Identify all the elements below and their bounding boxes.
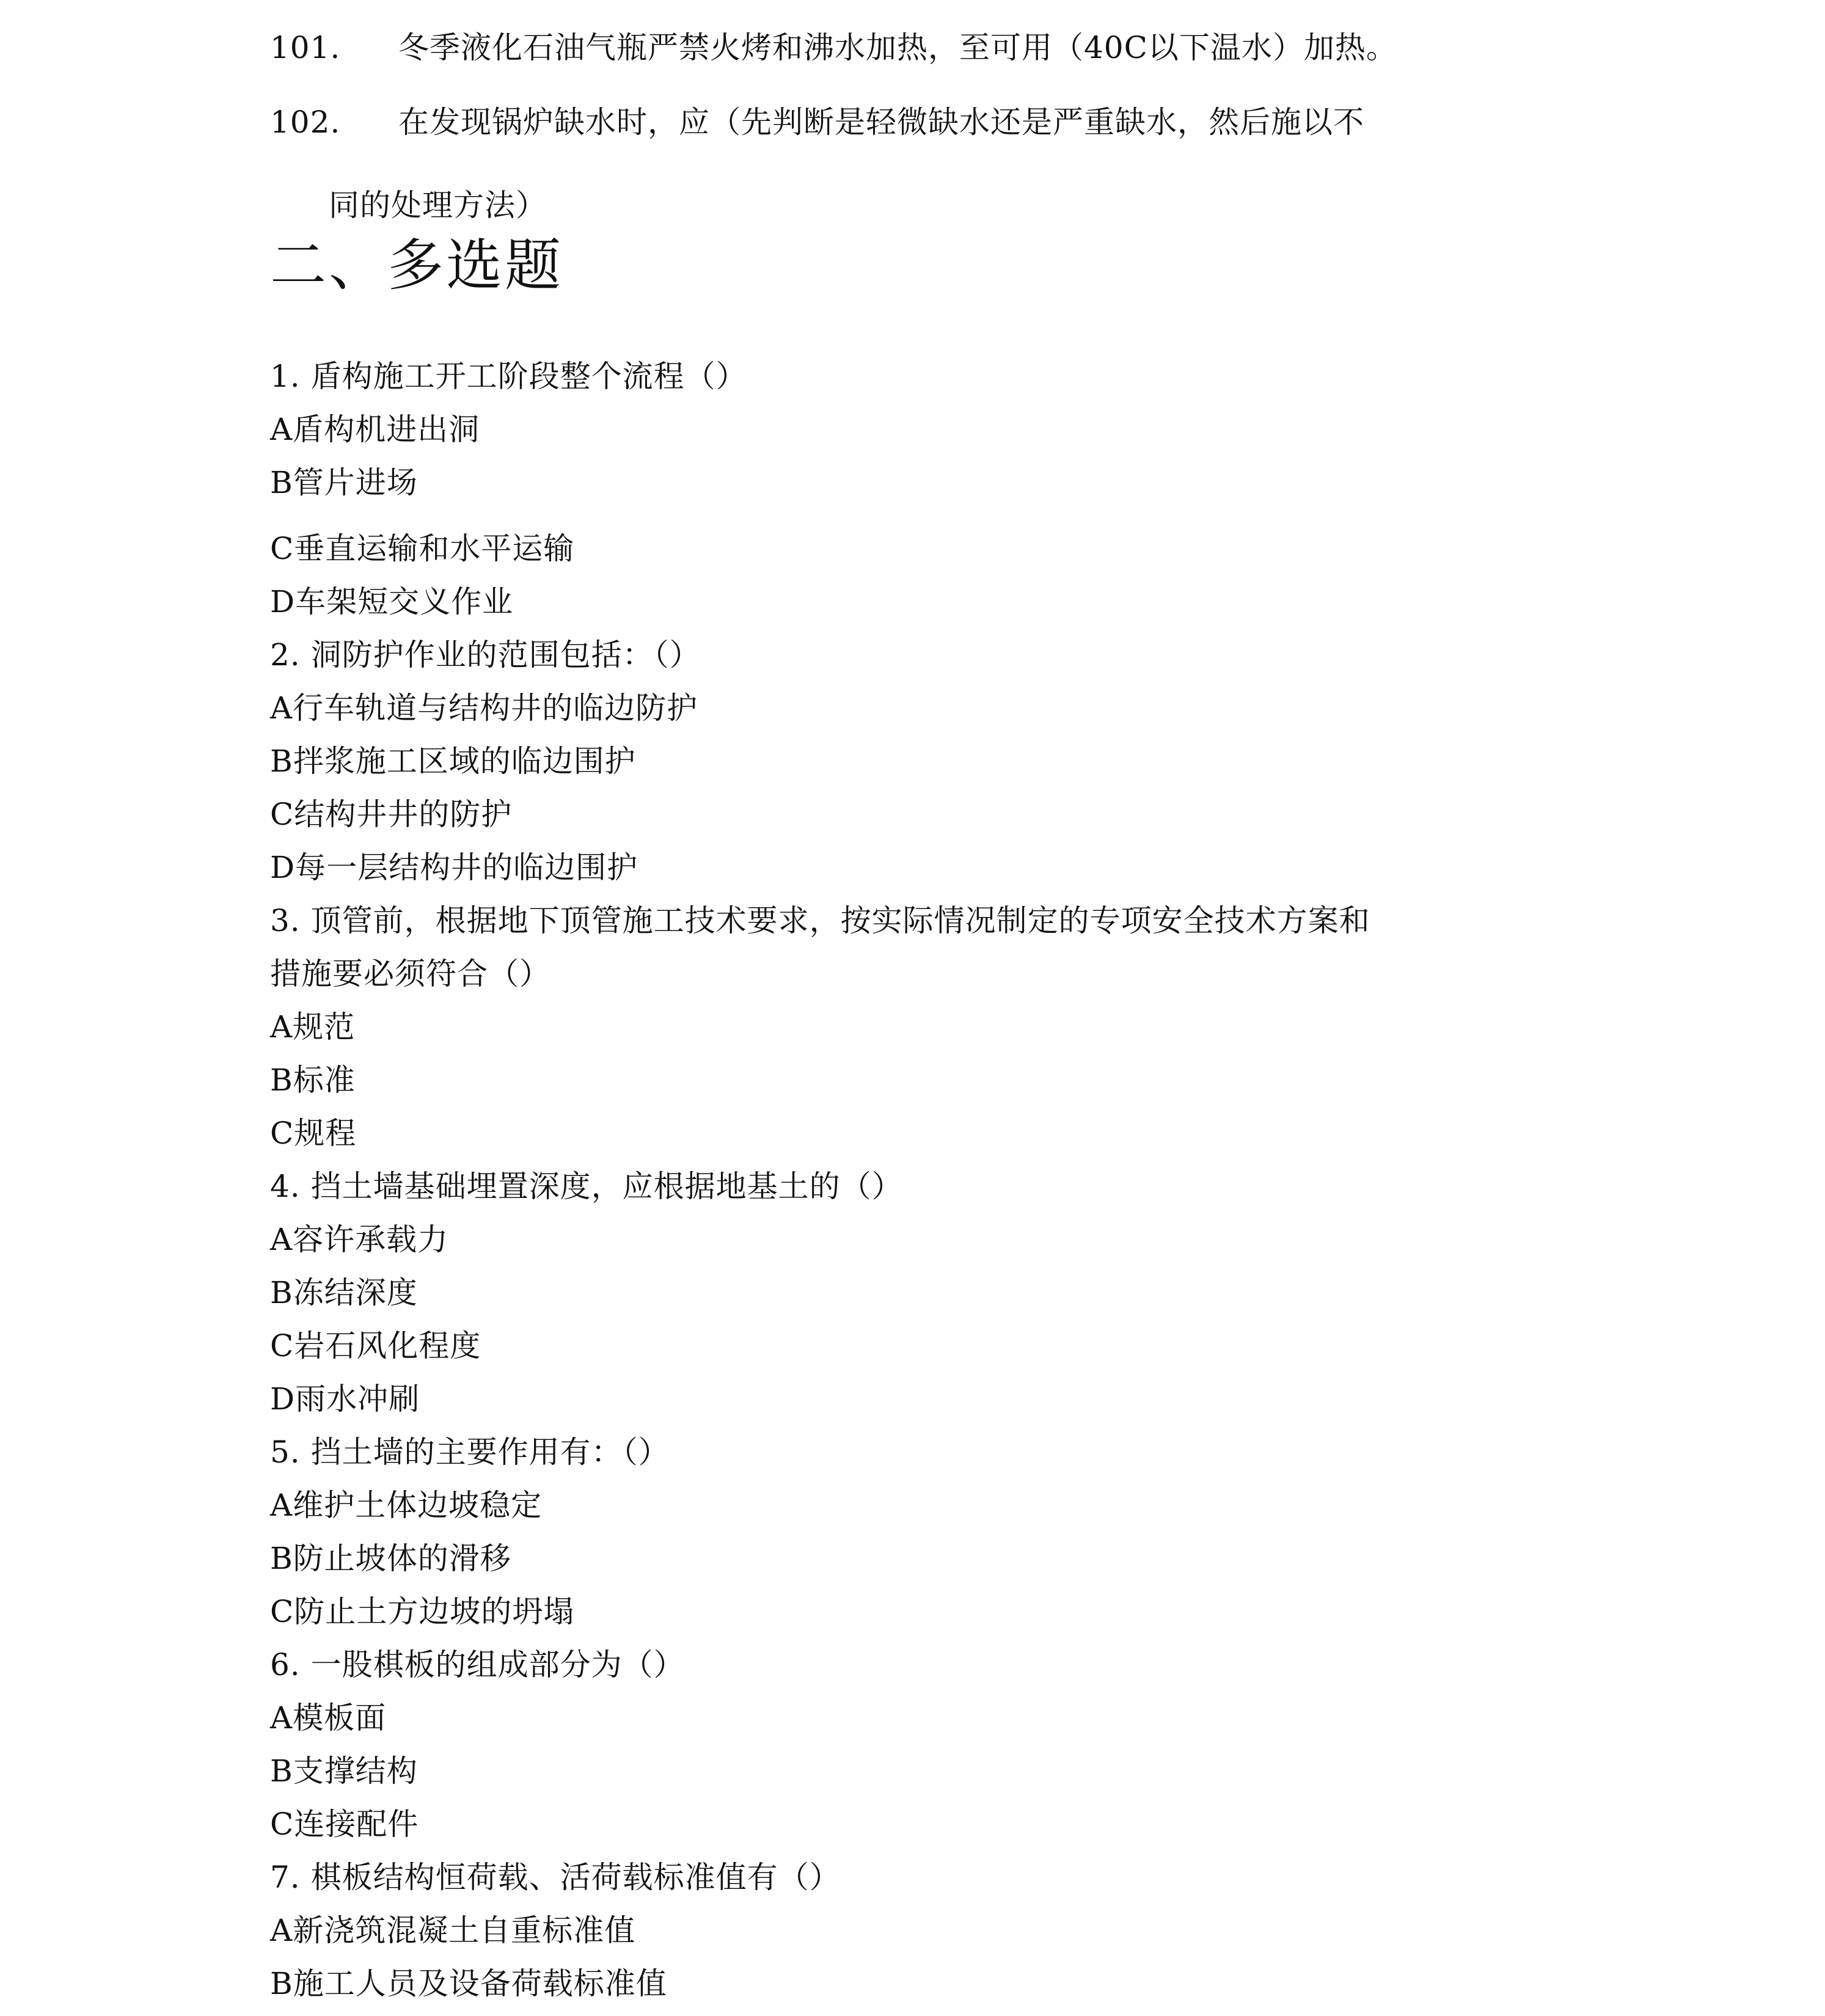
question-7-option-a: A新浇筑混凝土自重标准值 <box>270 1913 636 1948</box>
item-102 <box>270 104 1364 141</box>
question-4-option-c: C岩石风化程度 <box>270 1328 481 1364</box>
question-4-stem: 4. 挡土墙基础埋置深度，应根据地基土的（） <box>270 1169 903 1204</box>
question-4-option-b: B冻结深度 <box>270 1275 418 1310</box>
question-3-stem-continuation: 措施要必须符合（） <box>270 956 550 992</box>
item-text: 冬季液化石油气瓶严禁火烤和沸水加热，至可用（40C以下温水）加热。 <box>398 30 1397 65</box>
question-5-option-b: B防止坡体的滑移 <box>270 1541 511 1576</box>
question-3-stem: 3. 顶管前，根据地下顶管施工技术要求，按实际情况制定的专项安全技术方案和 <box>270 903 1370 938</box>
section-title: 二、多选题 <box>270 233 564 298</box>
item-101 <box>270 29 1397 66</box>
question-6-option-c: C连接配件 <box>270 1806 419 1842</box>
item-102-continuation: 同的处理方法） <box>329 188 547 223</box>
question-2-option-a: A行车轨道与结构井的临边防护 <box>270 690 698 726</box>
question-1-option-c: C垂直运输和水平运输 <box>270 531 575 566</box>
question-3-option-a: A规范 <box>270 1009 356 1045</box>
item-number: 102. <box>270 104 341 140</box>
question-3-option-c: C规程 <box>270 1116 357 1151</box>
question-5-option-c: C防止土方边坡的坍塌 <box>270 1594 575 1629</box>
question-1-option-a: A盾构机进出洞 <box>270 412 480 447</box>
question-2-option-d: D每一层结构井的临边围护 <box>270 850 638 885</box>
question-3-option-b: B标准 <box>270 1062 356 1098</box>
question-1-option-b: B管片进场 <box>270 465 418 500</box>
item-text: 在发现锅炉缺水时，应（先判断是轻微缺水还是严重缺水，然后施以不 <box>398 104 1364 140</box>
question-2-option-b: B拌浆施工区域的临边围护 <box>270 743 636 779</box>
question-6-option-a: A模板面 <box>270 1700 387 1736</box>
question-6-option-b: B支撑结构 <box>270 1753 418 1789</box>
question-2-option-c: C结构井井的防护 <box>270 797 513 832</box>
question-5-stem: 5. 挡土墙的主要作用有：（） <box>270 1434 670 1470</box>
question-7-stem: 7. 棋板结构恒荷载、活荷载标准值有（） <box>270 1860 841 1895</box>
question-5-option-a: A维护土体边坡稳定 <box>270 1488 543 1523</box>
item-number: 101. <box>270 30 341 65</box>
question-7-option-b: B施工人员及设备荷载标准值 <box>270 1966 667 2001</box>
question-1-stem: 1. 盾构施工开工阶段整个流程（） <box>270 359 747 394</box>
question-2-stem: 2. 洞防护作业的范围包括：（） <box>270 637 701 673</box>
question-4-option-a: A容许承载力 <box>270 1222 449 1257</box>
question-1-option-d: D车架短交义作业 <box>270 584 514 619</box>
question-4-option-d: D雨水冲刷 <box>270 1381 420 1417</box>
question-6-stem: 6. 一股棋板的组成部分为（） <box>270 1647 685 1682</box>
